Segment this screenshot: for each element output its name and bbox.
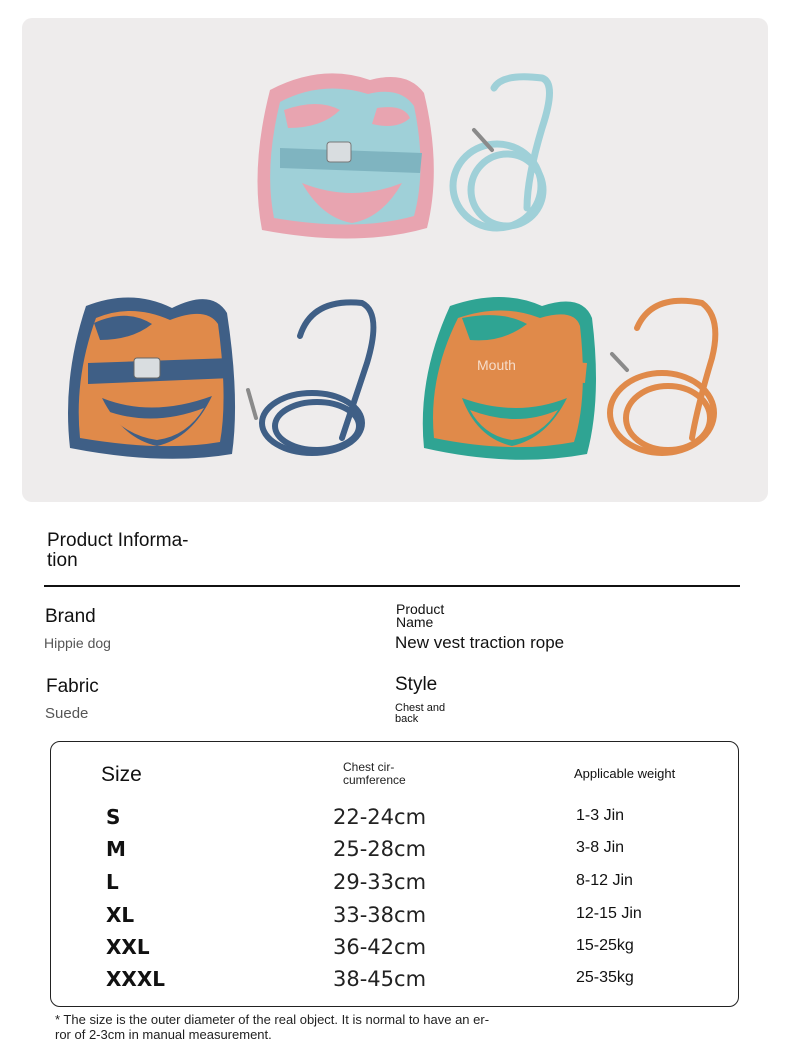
table-row [51, 935, 738, 967]
light-blue-leash [453, 77, 550, 228]
weight-cell: 8-12 Jin [576, 872, 633, 889]
weight-cell: 12-15 Jin [576, 905, 642, 922]
fabric-label: Fabric [46, 676, 99, 697]
pink-blue-harness [258, 73, 434, 238]
product-name-label: Product Name [396, 601, 445, 630]
chest-cell: 22-24cm [333, 805, 427, 829]
style-value: Chest and back [395, 702, 446, 725]
brand-label: Brand [45, 606, 96, 627]
harness-illustration [22, 18, 768, 502]
size-table [50, 741, 739, 1007]
table-row [51, 837, 738, 869]
chest-cell: 36-42cm [333, 935, 427, 959]
teal-orange-harness [423, 297, 596, 460]
size-cell: L [106, 870, 119, 894]
footnote: * The size is the outer diameter of the real object. It is normal to have an er- ror of 2-3cm in manual measurement. [55, 1012, 490, 1042]
product-name-value: New vest traction rope [395, 633, 565, 652]
weight-cell: 3-8 Jin [576, 839, 625, 856]
product-photo [22, 18, 768, 502]
orange-leash [610, 301, 715, 453]
size-cell: S [106, 805, 121, 829]
fabric-value: Suede [45, 705, 89, 722]
size-cell: XXL [106, 935, 150, 959]
weight-cell: 15-25kg [576, 937, 634, 954]
style-label: Style [395, 674, 438, 695]
chest-cell: 29-33cm [333, 870, 427, 894]
watermark-text: Mouth [477, 357, 516, 373]
size-header: Size [101, 763, 142, 786]
brand-value: Hippie dog [44, 635, 111, 651]
size-cell: M [106, 837, 126, 861]
chest-cell: 38-45cm [333, 967, 427, 991]
chest-cell: 33-38cm [333, 903, 427, 927]
chest-header: Chest cir- cumference [343, 760, 406, 787]
navy-leash [248, 302, 373, 453]
weight-cell: 1-3 Jin [576, 807, 625, 824]
size-cell: XXXL [106, 967, 166, 991]
size-cell: XL [106, 903, 135, 927]
weight-header: Applicable weight [574, 766, 676, 781]
table-row [51, 967, 738, 999]
table-row [51, 903, 738, 935]
table-row [51, 805, 738, 837]
table-row [51, 870, 738, 902]
weight-cell: 25-35kg [576, 969, 634, 986]
navy-orange-harness [68, 297, 235, 458]
section-divider [44, 585, 740, 587]
chest-cell: 25-28cm [333, 837, 427, 861]
section-title: Product Informa- tion [47, 530, 189, 571]
